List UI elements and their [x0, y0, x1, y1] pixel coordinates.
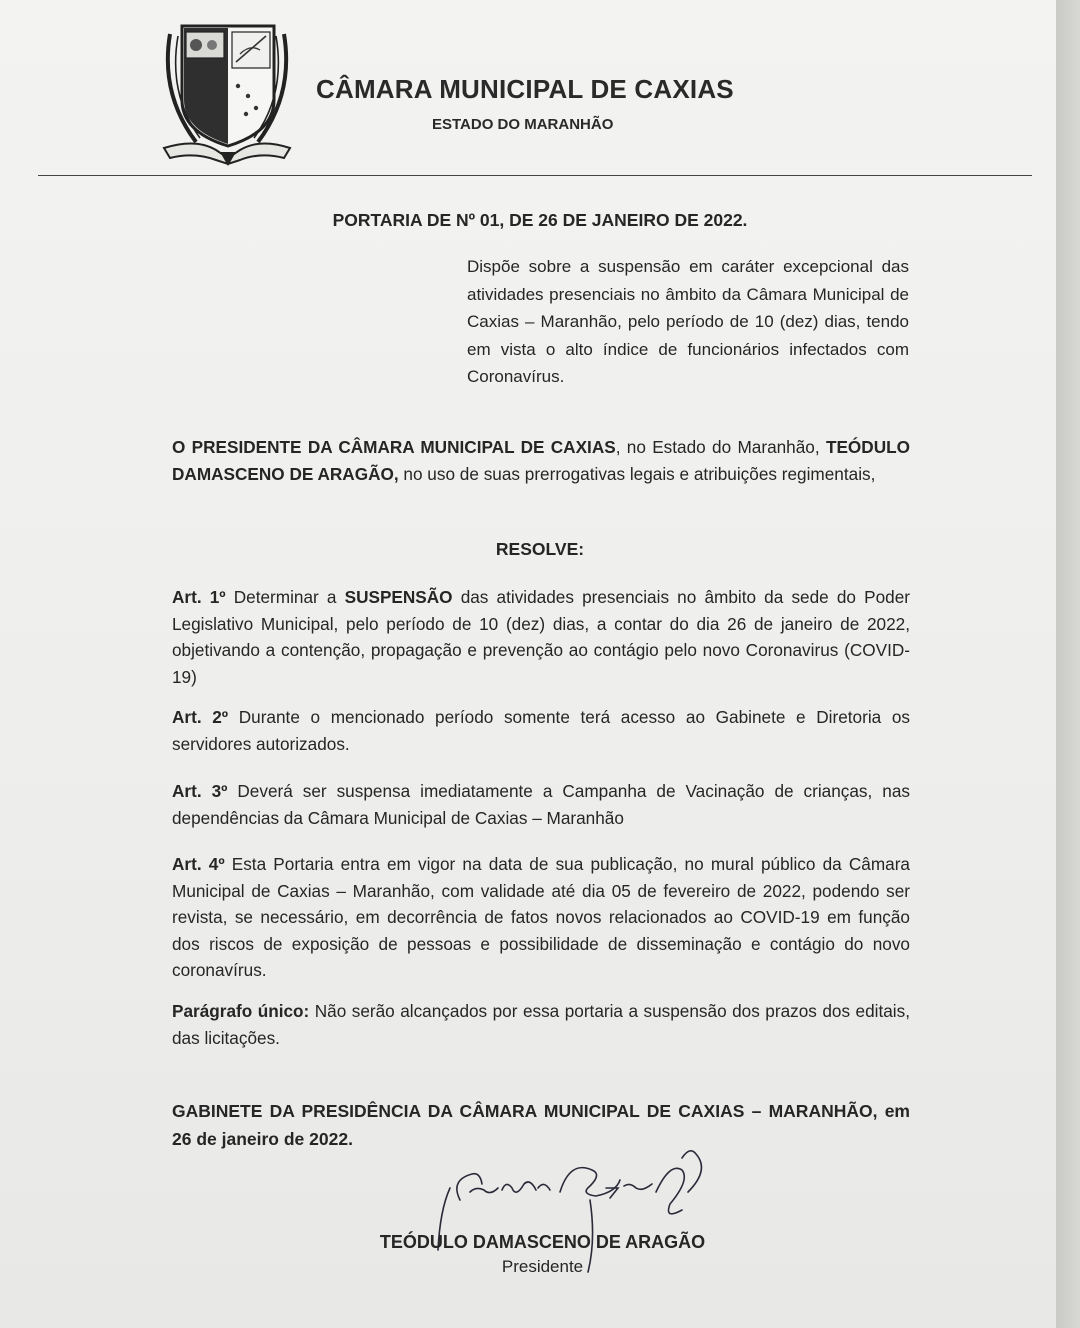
article-4-text: Esta Portaria entra em vigor na data de sua publicação, no mural público da Câmara Municipal de Caxias – Maranhão, com validade até dia 05 de fevereiro de 2022, podendo ser revista, se necessário, em decorrência de fatos novos relacionados ao COVID-19 em função dos riscos de exposição de pessoas e possibilidade de disseminação e contágio do novo coronavírus. — [172, 854, 910, 980]
header-divider — [38, 175, 1032, 176]
article-1 — [172, 584, 910, 690]
article-3-text: Deverá ser suspensa imediatamente a Campanha de Vacinação de crianças, nas dependências da Câmara Municipal de Caxias – Maranhão — [172, 781, 910, 828]
municipal-coat-of-arms-icon — [156, 14, 298, 166]
article-1-label: Art. 1º — [172, 587, 226, 607]
photo-background-edge — [1056, 0, 1080, 1328]
preamble-text-1: , no Estado do Maranhão, — [615, 437, 826, 457]
article-4 — [172, 851, 910, 984]
article-2-label: Art. 2º — [172, 707, 229, 727]
closing-statement: GABINETE DA PRESIDÊNCIA DA CÂMARA MUNICIPAL DE CAXIAS – MARANHÃO, em 26 de janeiro de 2022. — [172, 1101, 910, 1149]
article-2 — [172, 704, 910, 757]
document-title: PORTARIA DE Nº 01, DE 26 DE JANEIRO DE 2022. — [332, 210, 748, 230]
organization-state: ESTADO DO MARANHÃO — [432, 116, 614, 133]
preamble-bold-1: O PRESIDENTE DA CÂMARA MUNICIPAL DE CAXIAS — [172, 437, 616, 457]
article-1-bold: SUSPENSÃO — [344, 587, 453, 607]
paragrafo-text: Não serão alcançados por essa portaria a suspensão dos prazos dos editais, das licitações. — [172, 1001, 910, 1048]
paragrafo-unico — [172, 998, 910, 1051]
signer-name: TEÓDULO DAMASCENO DE ARAGÃO — [379, 1232, 706, 1252]
preamble-bold-2: TEÓDULO DAMASCENO DE ARAGÃO, — [172, 437, 910, 484]
preamble-paragraph — [172, 434, 910, 487]
article-3 — [172, 778, 910, 831]
paragrafo-label: Parágrafo único: — [172, 1001, 310, 1021]
document-summary: Dispõe sobre a suspensão em caráter excepcional das atividades presenciais no âmbito da Câmara Municipal de Caxias – Maranhão, pelo período de 10 (dez) dias, tendo em vista o alto índice de funcionários infectados com Coronavírus. — [467, 257, 909, 387]
preamble-text-2: no uso de suas prerrogativas legais e atribuições regimentais, — [398, 463, 876, 484]
article-3-label: Art. 3º — [172, 781, 228, 801]
article-1-text-a: Determinar a — [225, 587, 345, 607]
article-1-text-b: das atividades presenciais no âmbito da sede do Poder Legislativo Municipal, pelo período de 10 (dez) dias, a contar do dia 26 de janeiro de 2022, objetivando a contenção, propagação e prevenção ao contágio pelo novo Coronavirus (COVID-19) — [172, 587, 910, 687]
signer-role: Presidente — [501, 1257, 584, 1276]
article-4-label: Art. 4º — [172, 854, 225, 874]
resolve-heading: RESOLVE: — [495, 539, 585, 559]
article-2-text: Durante o mencionado período somente terá acesso ao Gabinete e Diretoria os servidores autorizados. — [172, 707, 910, 754]
organization-name: CÂMARA MUNICIPAL DE CAXIAS — [316, 74, 734, 104]
